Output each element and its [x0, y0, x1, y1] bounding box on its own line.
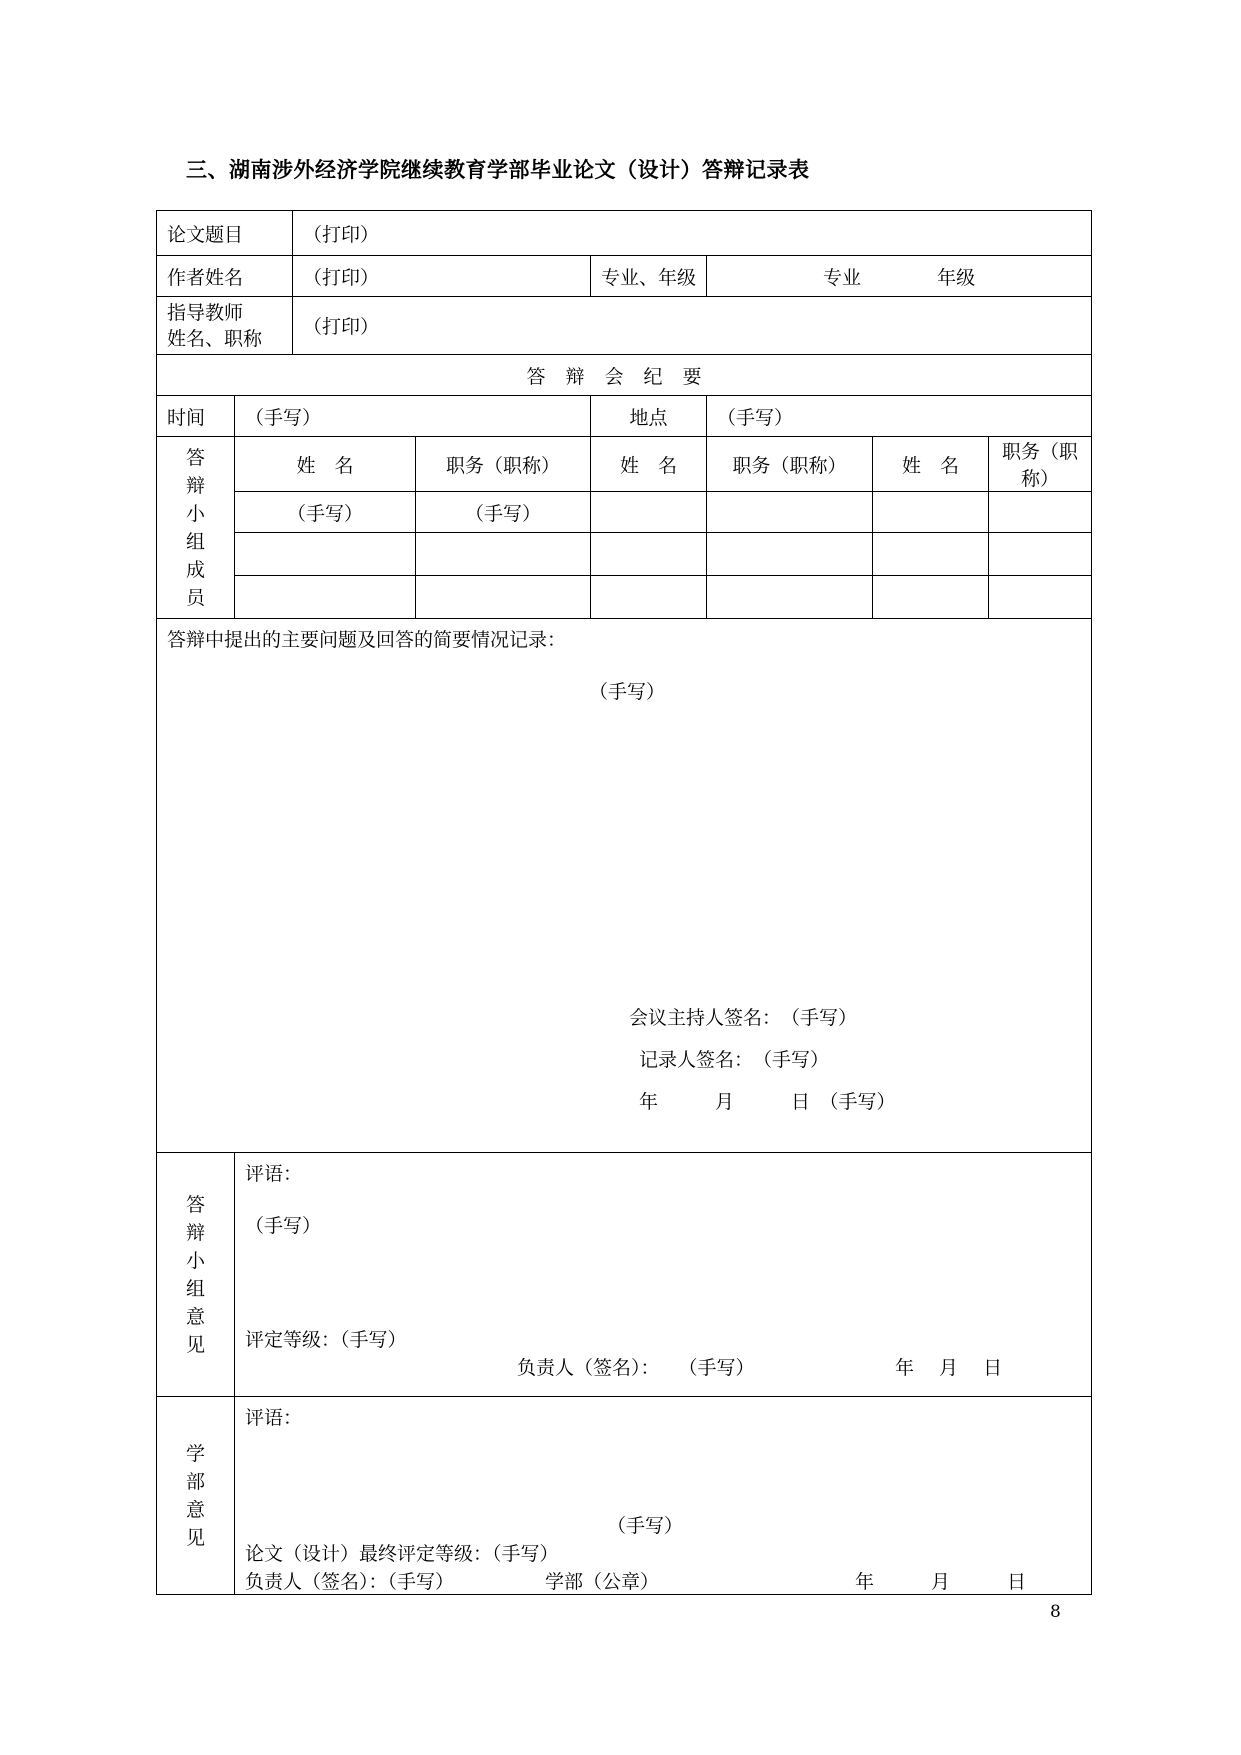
panel-member-row — [157, 533, 1092, 576]
major-word: 专业 — [822, 266, 861, 289]
row-dept-opinion — [157, 1397, 1092, 1595]
minutes-header: 答辩会纪要 — [157, 355, 1092, 396]
panel-sign-line: 负责人（签名）： （手写） — [517, 1357, 755, 1379]
row-time-place — [157, 396, 1092, 437]
panel-members-label: 答 辩 小 组 成 员 — [157, 437, 235, 619]
advisor-value: （打印） — [293, 297, 1092, 355]
panel-header-row — [157, 437, 1092, 492]
defense-record-box — [157, 619, 1092, 1153]
thesis-title-label: 论文题目 — [157, 211, 293, 256]
panel-opinion-label: 答 辩 小 组 意 见 — [157, 1153, 235, 1397]
dept-comment-value: （手写） — [607, 1515, 684, 1537]
host-signature-line: 会议主持人签名： （手写） — [629, 1007, 858, 1029]
panel-grade-line: 评定等级：（手写） — [245, 1329, 407, 1351]
major-grade-value — [707, 256, 1092, 297]
defense-record-table — [156, 210, 1092, 1595]
row-advisor — [157, 297, 1092, 355]
time-value: （手写） — [235, 396, 591, 437]
row-panel-opinion — [157, 1153, 1092, 1397]
dept-opinion-label: 学 部 意 见 — [157, 1397, 235, 1595]
panel-date-line: 年 月 日 — [895, 1357, 1003, 1379]
time-label: 时间 — [157, 396, 235, 437]
place-value: （手写） — [707, 396, 1092, 437]
panel-header-title-2: 职务（职称） — [707, 437, 873, 492]
record-date-line: 年 月 日 （手写） — [639, 1091, 896, 1113]
thesis-title-value: （打印） — [293, 211, 1092, 256]
advisor-label-line2: 姓名、职称 — [167, 327, 263, 350]
author-value: （打印） — [293, 256, 591, 297]
panel-member-title: （手写） — [416, 492, 591, 533]
panel-header-title-1: 职务（职称） — [416, 437, 591, 492]
panel-header-name-1: 姓 名 — [235, 437, 416, 492]
dept-stamp-line: 学部（公章） — [545, 1571, 660, 1593]
dept-final-grade-line: 论文（设计）最终评定等级：（手写） — [245, 1543, 559, 1565]
row-minutes-header — [157, 355, 1092, 396]
major-grade-label: 专业、年级 — [591, 256, 707, 297]
panel-opinion-box — [235, 1153, 1092, 1397]
panel-comment-label: 评语： — [245, 1163, 303, 1185]
dept-comment-label: 评语： — [245, 1407, 303, 1429]
row-author — [157, 256, 1092, 297]
page-number: 8 — [1050, 1602, 1061, 1622]
advisor-label — [157, 297, 293, 355]
place-label: 地点 — [591, 396, 707, 437]
panel-comment-value: （手写） — [245, 1215, 322, 1237]
panel-member-row — [157, 492, 1092, 533]
panel-member-name: （手写） — [235, 492, 416, 533]
row-thesis-title — [157, 211, 1092, 256]
row-defense-record — [157, 619, 1092, 1153]
record-handwritten: （手写） — [589, 681, 666, 703]
author-label: 作者姓名 — [157, 256, 293, 297]
grade-word: 年级 — [937, 266, 976, 289]
panel-header-name-3: 姓 名 — [873, 437, 989, 492]
panel-header-title-3: 职务（职称） — [989, 437, 1092, 492]
record-heading: 答辩中提出的主要问题及回答的简要情况记录： — [167, 629, 567, 651]
panel-header-name-2: 姓 名 — [591, 437, 707, 492]
dept-date-line: 年 月 日 — [855, 1571, 1027, 1593]
recorder-signature-line: 记录人签名： （手写） — [639, 1049, 830, 1071]
page-title: 三、湖南涉外经济学院继续教育学部毕业论文（设计）答辩记录表 — [186, 158, 810, 182]
panel-member-row — [157, 576, 1092, 619]
dept-opinion-box — [235, 1397, 1092, 1595]
advisor-label-line1: 指导教师 — [167, 301, 244, 324]
dept-sign-line: 负责人（签名）：（手写） — [245, 1571, 455, 1593]
